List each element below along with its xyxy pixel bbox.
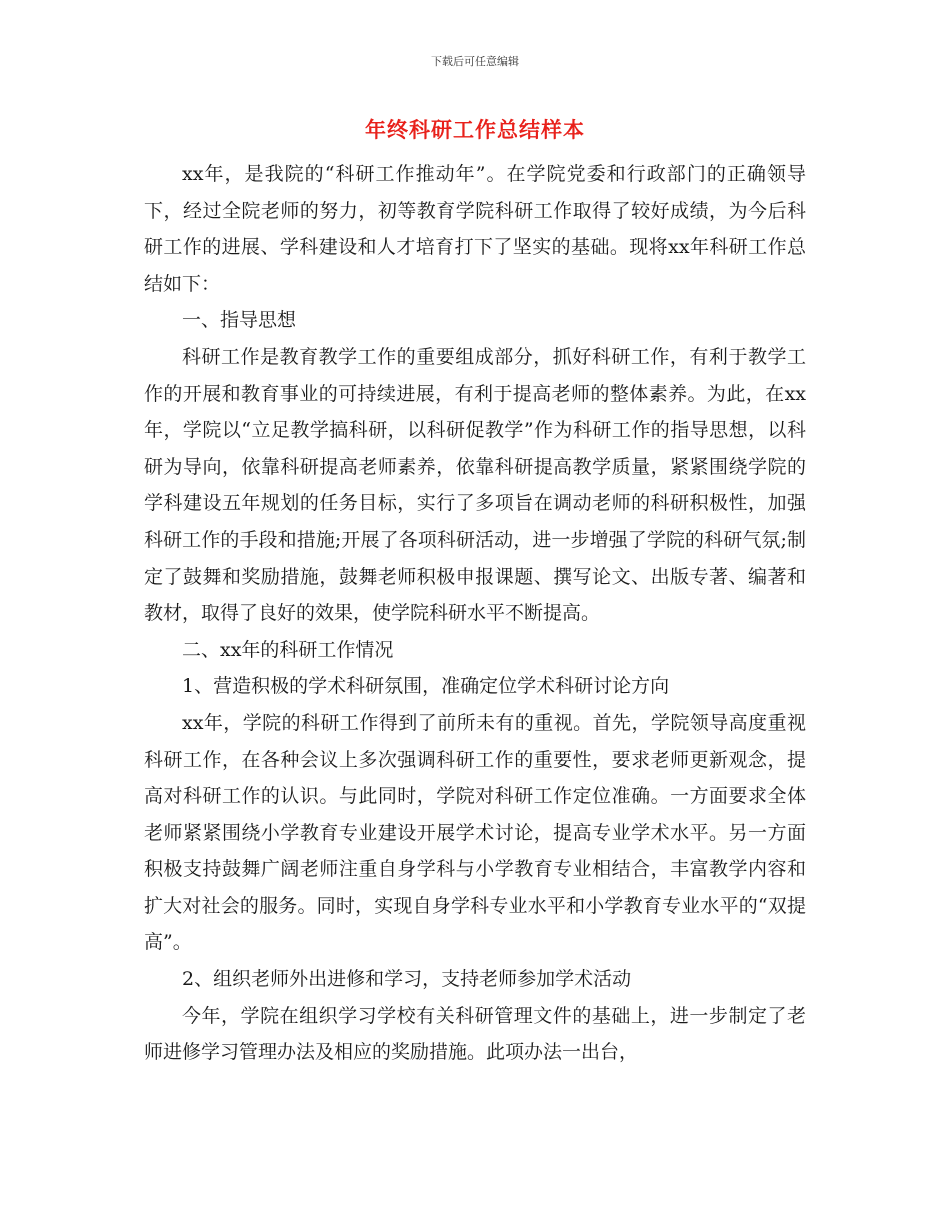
paragraph-intro: xx年，是我院的“科研工作推动年”。在学院党委和行政部门的正确领导下，经过全院老师的努力，初等教育学院科研工作取得了较好成绩，为今后科研工作的进展、学科建设和人才培育打下了坚实的基础。现将xx年科研工作总结如下： (144, 163, 806, 295)
document-title: 年终科研工作总结样本 (365, 118, 585, 142)
paragraph-atmosphere: xx年，学院的科研工作得到了前所未有的重视。首先，学院领导高度重视科研工作，在各种会议上多次强调科研工作的重要性，要求老师更新观念，提高对科研工作的认识。与此同时，学院对科研工作定位准确。一方面要求全体老师紧紧围绕小学教育专业建设开展学术讨论，提高专业学术水平。另一方面积极支持鼓舞广阔老师注重自身学科与小学教育专业相结合，丰富教学内容和扩大对社会的服务。同时，实现自身学科专业水平和小学教育专业水平的“双提高”。 (144, 711, 806, 954)
paragraph-training: 今年，学院在组织学习学校有关科研管理文件的基础上，进一步制定了老师进修学习管理办法及相应的奖励措施。此项办法一出台， (144, 1004, 806, 1064)
subsection-heading-atmosphere: 1、营造积极的学术科研氛围，准确定位学术科研讨论方向 (182, 675, 670, 698)
section-heading-guiding-ideology: 一、指导思想 (182, 309, 297, 332)
paragraph-guiding-ideology: 科研工作是教育教学工作的重要组成部分，抓好科研工作，有利于教学工作的开展和教育事业的可持续进展，有利于提高老师的整体素养。为此，在xx年，学院以“立足教学搞科研，以科研促教学”作为科研工作的指导思想，以科研为导向，依靠科研提高老师素养，依靠科研提高教学质量，紧紧围绕学院的学科建设五年规划的任务目标，实行了多项旨在调动老师的科研积极性，加强科研工作的手段和措施;开展了各项科研活动，进一步增强了学院的科研气氛;制定了鼓舞和奖励措施，鼓舞老师积极申报课题、撰写论文、出版专著、编著和教材，取得了良好的效果，使学院科研水平不断提高。 (144, 345, 806, 625)
document-body (144, 156, 806, 1071)
subsection-heading-training: 2、组织老师外出进修和学习，支持老师参加学术活动 (182, 968, 632, 991)
section-heading-work-status: 二、xx年的科研工作情况 (182, 638, 394, 661)
page-header-note: 下载后可任意编辑 (431, 55, 519, 68)
